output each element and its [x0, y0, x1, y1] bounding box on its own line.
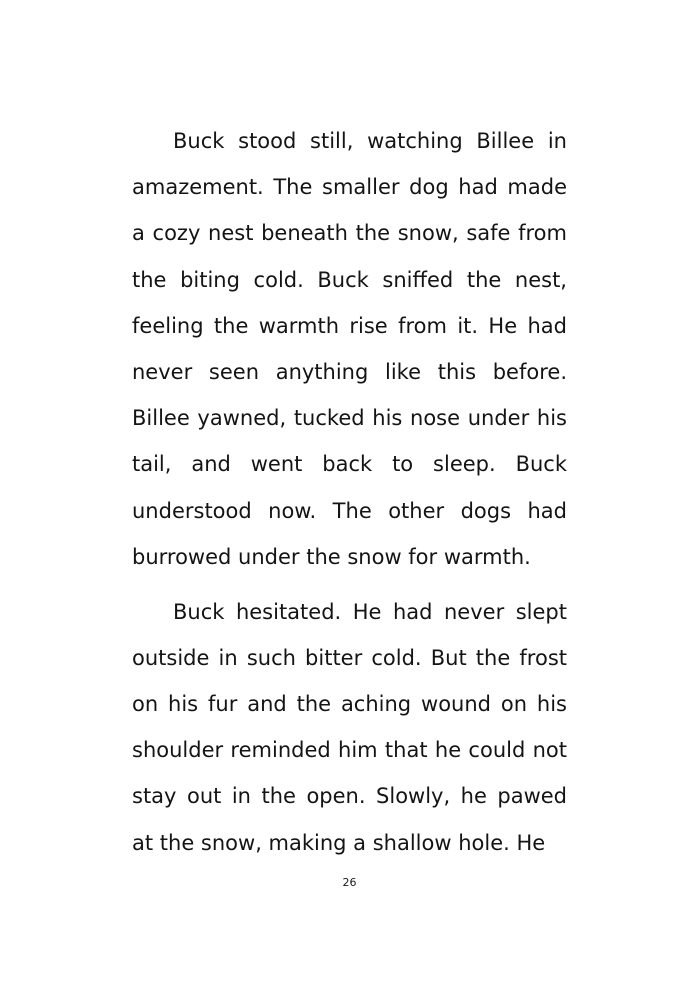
page-number: 26 [342, 876, 357, 889]
paragraph-2: Buck hesitated. He had never slept outside in such bitter cold. But the frost on his fur and the aching wound on his shoulder reminded him that he could not stay out in the open. Slowly, he pawed at the snow, making a shallow hole. He [132, 599, 567, 855]
body-text [132, 118, 567, 866]
paragraph-1: Buck stood still, watching Billee in amazement. The smaller dog had made a cozy nest beneath the snow, safe from the biting cold. Buck sniffed the nest, feeling the warmth rise from it. He had never seen anything like this before. Billee yawned, tucked his nose under his tail, and went back to sleep. Buck understood now. The other dogs had burrowed under the snow for warmth. [132, 129, 567, 569]
